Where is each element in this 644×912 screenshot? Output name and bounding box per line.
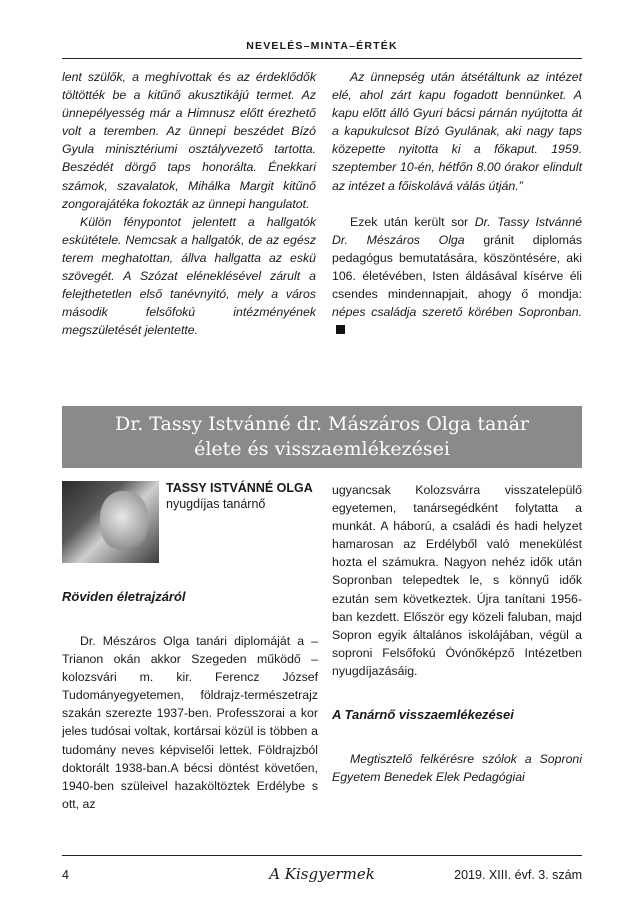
quote: népes családja szerető körében Sopronban. <box>332 305 582 320</box>
article-title-line: Dr. Tassy Istvánné dr. Mászáros Olga tanár <box>114 413 530 435</box>
paragraph: Az ünnepség után átsétáltunk az intézet elé, ahol zárt kapu fogadott bennünket. A kapu előtt álló Gyuri bácsi párnán nyújtotta át a kapukulcsot Bízó Gyulának, aki nagy taps közepette nyitotta ki a főkaput. 1959. szeptember 10-én, hétfőn 8.00 órakor elindult az intézet a főiskolává válás útján.” <box>332 70 582 193</box>
paragraph: Dr. Mészáros Olga tanári diplomáját a – Trianon okán akkor Szegeden működő – kolozsvári m. kir. Ferencz József Tudományegyetemen, földrajz-természetrajz szakán szerezte 1937-ben. Professzorai a kor jeles tudósai voltak, kortársai közül is többen a tudomány neves képviselői lettek. Földrajzból doktorált 1938-ban.A bécsi döntést követően, 1940-ben szüleivel hazaköltöztek Erdélybe s ott, az <box>62 634 318 811</box>
paragraph: Külön fénypontot jelentett a hallgatók eskütétele. Nemcsak a hallgatók, de az egész terem meghatottan, állva hallgatta az eskü szövegét. A Szózat eléneklésével zárult a felejthetetlen első tanévnyitó, mely a város második felsőfokú intézményének megszületését jelentette. <box>62 214 316 338</box>
end-mark-icon <box>336 325 345 334</box>
paragraph: ugyancsak Kolozsvárra visszatelepülő egyetemen, tanársegédként folytatta a munkát. A háború, a családi és hadi helyzet hamarosan az Erdélyből való menekülést hozta el számukra. Nagyon nehéz idők után Sopronban telepedtek le, s könnyű idők ezután sem következtek. Újra tanítani 1956-ban kezdett. Először egy közeli faluban, majd Sopron egyik általános iskolájában, végül a soproni Felsőfokú Óvónőképző Intézetben nyugdíjazásáig. <box>332 483 582 678</box>
top-left-column <box>62 68 316 339</box>
text: gránit diplomás pedagógus bemutatására, köszöntésére, aki 106. életévében, Isten áldásával kísérve éli csendes mindennapjait, ahogy ő mondja: <box>332 232 583 302</box>
footer-rule <box>62 855 582 856</box>
issue-info: 2019. XIII. évf. 3. szám <box>454 868 582 882</box>
article-title-banner <box>62 406 582 468</box>
author-photo <box>62 481 159 563</box>
paragraph: Megtisztelő felkérésre szólok a Soproni Egyetem Benedek Elek Pedagógiai <box>332 752 582 785</box>
paragraph <box>332 213 582 340</box>
running-header: NEVELÉS–MINTA–ÉRTÉK <box>246 40 398 52</box>
author-name: TASSY ISTVÁNNÉ OLGA <box>166 481 313 495</box>
article-title-line: élete és visszaemlékezései <box>194 438 450 460</box>
paragraph: lent szülők, a meghívottak és az érdeklődők töltötték be a kitűnő akusztikájú termet. Az ünnepélyesség már a Himnusz előtt érezhető volt a teremben. Az ünnepi beszédet Bízó Gyula minisztériumi osztályvezető tartotta. Beszédét dörgő taps honorálta. Énekkari számok, szavalatok, Mihálka Margit kitűnő zongorajátéka fokozták az ünnepi hangulatot. <box>62 70 316 211</box>
person-name: Dr. Tassy Istvánné Dr. Mészáros Olga <box>332 214 582 247</box>
page-number: 4 <box>62 868 69 882</box>
magazine-title: A Kisgyermek <box>269 865 375 883</box>
text: Ezek után került sor <box>350 214 469 229</box>
author-role: nyugdíjas tanárnő <box>166 497 266 511</box>
section-heading: Röviden életrajzáról <box>62 589 186 604</box>
top-right-column <box>332 68 582 339</box>
header-rule <box>62 58 582 59</box>
section-heading: A Tanárnő visszaemlékezései <box>332 707 514 723</box>
bottom-left-column <box>62 632 318 813</box>
bottom-right-column <box>332 481 582 786</box>
